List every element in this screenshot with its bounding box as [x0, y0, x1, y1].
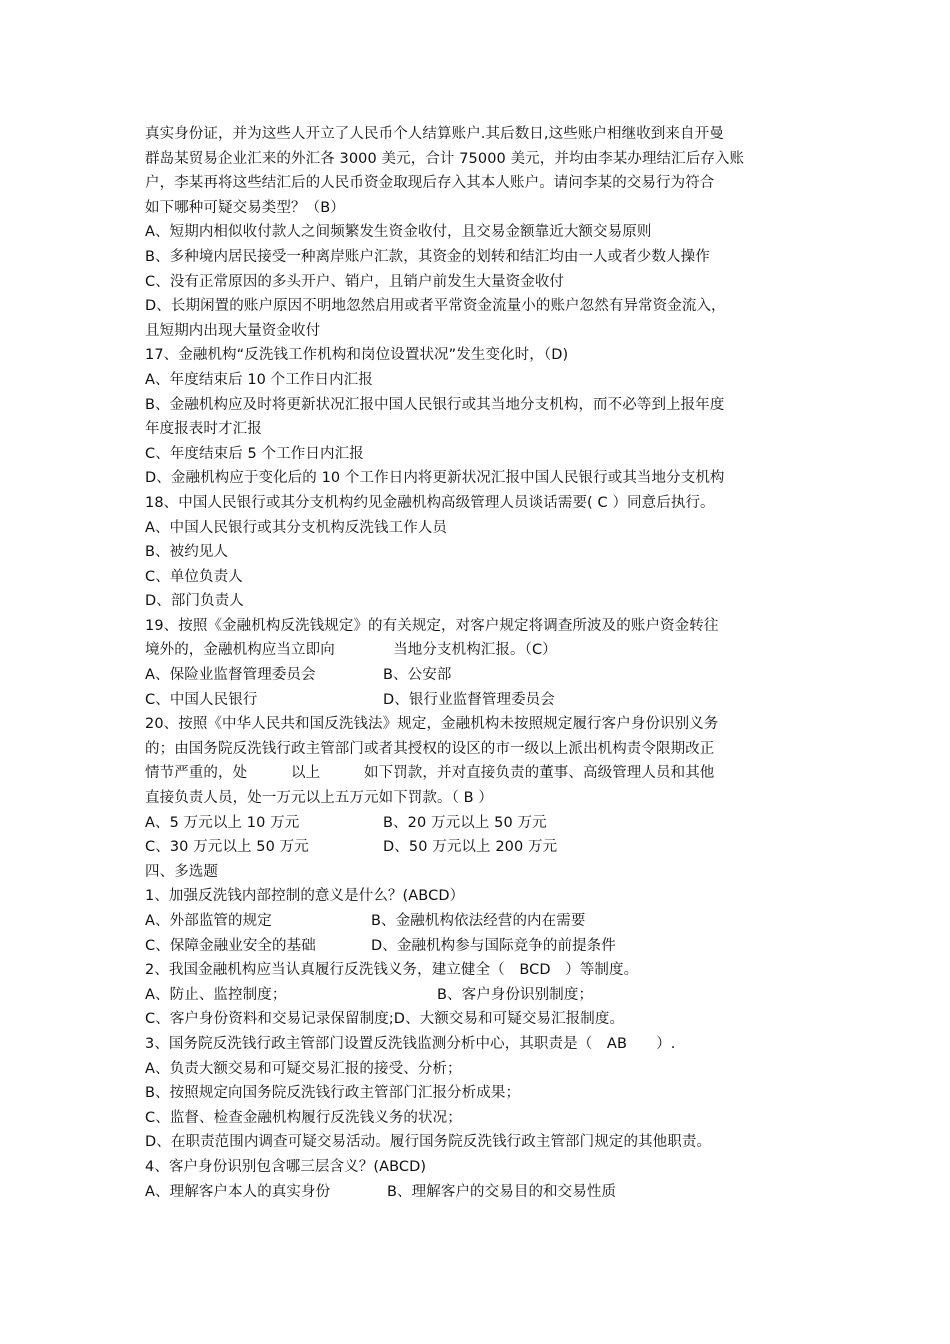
option-b: B、金融机构依法经营的内在需要 [371, 913, 586, 929]
question-20: 20、按照《中华人民共和国反洗钱法》规定，金融机构未按照规定履行客户身份识别义务 [145, 716, 719, 733]
option-b: B、公安部 [383, 667, 452, 684]
option-line: C、没有正常原因的多头开户、销户，且销户前发生大量资金收付 [145, 273, 565, 290]
option-b: B、按照规定向国务院反洗钱行政主管部门汇报分析成果； [145, 1085, 521, 1102]
multi-question-2: 2、我国金融机构应当认真履行反洗钱义务，建立健全（ BCD ）等制度。 [145, 962, 639, 979]
option-a: A、5 万元以上 10 万元 [145, 814, 300, 831]
option-line: 年度报表时才汇报 [145, 421, 262, 438]
option-row [145, 934, 825, 959]
option-b: B、理解客户的交易目的和交易性质 [387, 1183, 617, 1200]
option-row [145, 909, 825, 934]
text-line: 真实身份证，并为这些人开立了人民币个人结算账户.其后数日,这些账户相继收到来自开曼 [145, 126, 724, 142]
option-c: C、监督、检查金融机构履行反洗钱义务的状况； [145, 1109, 462, 1126]
option-line: 且短期内出现大量资金收付 [145, 322, 321, 339]
option-line: C、年度结束后 5 个工作日内汇报 [145, 445, 364, 462]
question-19-cont: 境外的，金融机构应当立即向 当地分支机构汇报。（C） [145, 642, 557, 659]
option-row [145, 835, 825, 860]
text-line: 如下哪种可疑交易类型？（B） [145, 199, 345, 216]
option-d: D、银行业监督管理委员会 [383, 691, 555, 708]
multi-question-1: 1、加强反洗钱内部控制的意义是什么？(ABCD） [145, 888, 465, 905]
multi-question-3: 3、国务院反洗钱行政主管部门设置反洗钱监测分析中心，其职责是（ AB ）. [145, 1035, 676, 1052]
option-line: A、年度结束后 10 个工作日内汇报 [145, 371, 373, 388]
option-d: D、金融机构参与国际竞争的前提条件 [371, 937, 616, 954]
option-row [145, 663, 825, 688]
question-20-cont: 情节严重的，处 以上 如下罚款，并对直接负责的董事、高级管理人员和其他 [145, 765, 715, 782]
question-20-cont: 直接负责人员，处一万元以上五万元如下罚款。（ B ） [145, 790, 494, 807]
multi-question-4: 4、客户身份识别包含哪三层含义？(ABCD) [145, 1158, 427, 1175]
option-row [145, 688, 825, 713]
document-body [145, 122, 825, 1204]
option-a: A、外部监管的规定 [145, 913, 272, 929]
option-row [145, 983, 825, 1008]
option-line: B、被约见人 [145, 544, 229, 561]
option-line: B、金融机构应及时将更新状况汇报中国人民银行或其当地分支机构，而不必等到上报年度 [145, 396, 725, 413]
question-20-cont: 的；由国务院反洗钱行政主管部门或者其授权的设区的市一级以上派出机构责令限期改正 [145, 740, 715, 757]
option-row [145, 811, 825, 836]
option-line: A、短期内相似收付款人之间频繁发生资金收付，且交易金额靠近大额交易原则 [145, 224, 652, 241]
option-d: D、50 万元以上 200 万元 [383, 839, 558, 856]
option-line: A、中国人民银行或其分支机构反洗钱工作人员 [145, 519, 448, 536]
option-c: C、保障金融业安全的基础 [145, 937, 316, 954]
option-c: C、中国人民银行 [145, 691, 258, 708]
option-line: C、单位负责人 [145, 568, 243, 585]
question-18: 18、中国人民银行或其分支机构约见金融机构高级管理人员谈话需要( C ）同意后执行。 [145, 494, 715, 511]
option-row [145, 1180, 825, 1205]
option-b: B、客户身份识别制度； [437, 986, 594, 1003]
option-line: D、部门负责人 [145, 593, 244, 610]
question-17: 17、金融机构“反洗钱工作机构和岗位设置状况”发生变化时，（D) [145, 347, 569, 364]
option-a: A、防止、监控制度； [145, 986, 287, 1003]
option-line: C、客户身份资料和交易记录保留制度;D、大额交易和可疑交易汇报制度。 [145, 1011, 625, 1028]
section-heading: 四、多选题 [145, 863, 218, 880]
option-c: C、30 万元以上 50 万元 [145, 839, 309, 856]
option-a: A、理解客户本人的真实身份 [145, 1183, 331, 1200]
option-line: D、长期闲置的账户原因不明地忽然启用或者平常资金流量小的账户忽然有异常资金流入， [145, 298, 726, 315]
option-a: A、保险业监督管理委员会 [145, 667, 316, 684]
option-line: B、多种境内居民接受一种离岸账户汇款，其资金的划转和结汇均由一人或者少数人操作 [145, 248, 710, 265]
text-line: 群岛某贸易企业汇来的外汇各 3000 美元，合计 75000 美元，并均由李某办理结汇后存入账 [145, 150, 745, 167]
question-19: 19、按照《金融机构反洗钱规定》的有关规定，对客户规定将调查所波及的账户资金转往 [145, 617, 719, 634]
option-b: B、20 万元以上 50 万元 [383, 814, 547, 831]
text-line: 户，李某再将这些结汇后的人民币资金取现后存入其本人账户。请问李某的交易行为符合 [145, 175, 715, 192]
option-a: A、负责大额交易和可疑交易汇报的接受、分析； [145, 1060, 462, 1077]
option-d: D、在职责范围内调查可疑交易活动。履行国务院反洗钱行政主管部门规定的其他职责。 [145, 1134, 712, 1151]
option-line: D、金融机构应于变化后的 10 个工作日内将更新状况汇报中国人民银行或其当地分支机构 [145, 470, 725, 487]
